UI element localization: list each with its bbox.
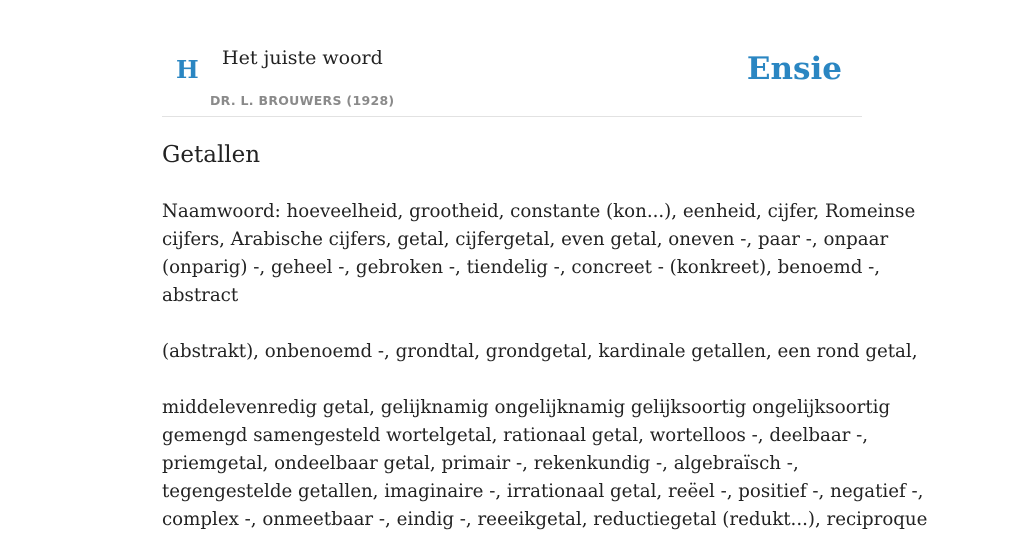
- book-logo[interactable]: H: [176, 55, 199, 84]
- entry-title: Getallen: [162, 142, 261, 168]
- text-line: gemengd samengesteld wortelgetal, rationaal getal, wortelloos -, deelbaar -,: [162, 425, 869, 446]
- text-line: middelevenredig getal, gelijknamig ongelijknamig gelijksoortig ongelijksoortig: [162, 397, 891, 418]
- entry-paragraph: [162, 198, 916, 310]
- text-line: abstract: [162, 285, 239, 306]
- brand-logo[interactable]: Ensie: [746, 51, 842, 87]
- book-header: [162, 0, 862, 117]
- entry-content: [162, 136, 928, 534]
- text-line: (abstrakt), onbenoemd -, grondtal, grondgetal, kardinale getallen, een rond getal,: [162, 341, 918, 362]
- text-line: complex -, onmeetbaar -, eindig -, reeeikgetal, reductiegetal (redukt...), reciproque: [162, 509, 928, 530]
- text-line: Naamwoord: hoeveelheid, grootheid, constante (kon...), eenheid, cijfer, Romeinse: [162, 201, 916, 222]
- entry-paragraph: [162, 394, 928, 534]
- text-line: (onparig) -, geheel -, gebroken -, tiendelig -, concreet - (konkreet), benoemd -,: [162, 257, 881, 278]
- book-title[interactable]: Het juiste woord: [222, 47, 383, 69]
- text-line: cijfers, Arabische cijfers, getal, cijfergetal, even getal, oneven -, paar -, onpaar: [162, 229, 889, 250]
- text-line: priemgetal, ondeelbaar getal, primair -, rekenkundig -, algebraïsch -,: [162, 453, 799, 474]
- book-author: DR. L. BROUWERS (1928): [210, 93, 395, 108]
- text-line: tegengestelde getallen, imaginaire -, irrationaal getal, reëel -, positief -, negatief -,: [162, 481, 924, 502]
- entry-paragraph: [162, 338, 918, 366]
